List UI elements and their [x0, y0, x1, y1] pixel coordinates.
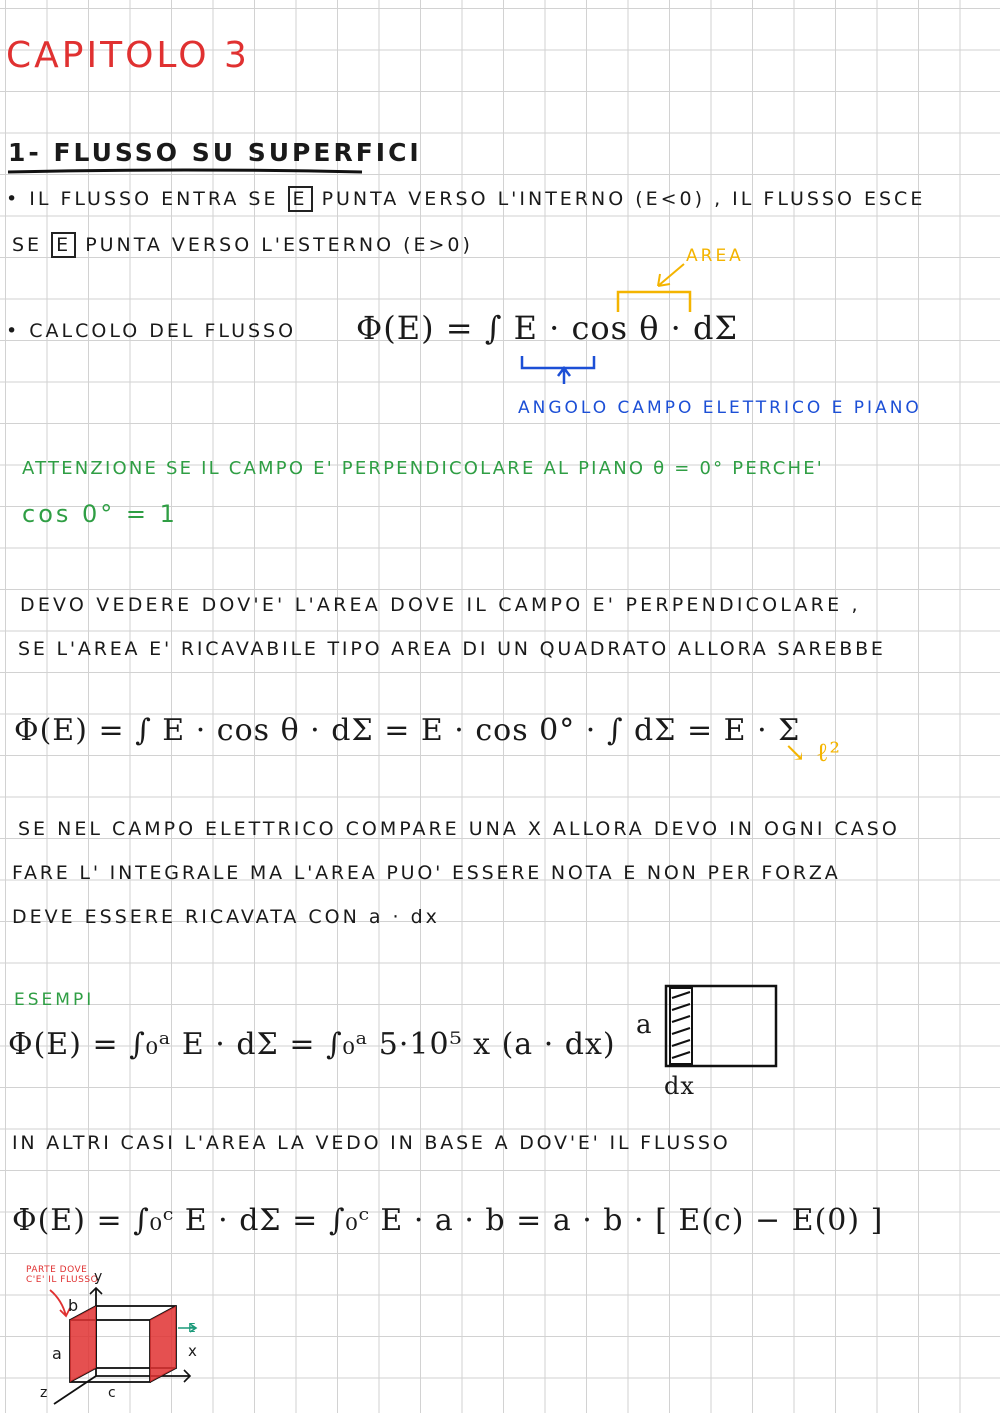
cube-e-label: E: [188, 1321, 198, 1335]
cube-c-label: c: [108, 1385, 118, 1401]
examples-text: IN ALTRI CASI L'AREA LA VEDO IN BASE A DOV'E' IL FLUSSO: [12, 1132, 731, 1154]
cube-b-label: b: [68, 1296, 81, 1315]
example-formula1: Φ(E) = ∫₀ᵃ E · dΣ = ∫₀ᵃ 5·10⁵ x (a · dx): [8, 1027, 616, 1062]
flux-formula-constant: Φ(E) = ∫ E · cos θ · dΣ = E · cos 0° · ∫ dΣ = E · Σ: [14, 713, 801, 748]
section-title: 1- FLUSSO SU SUPERFICI: [8, 138, 422, 167]
strip-diagram: [664, 984, 784, 1074]
cube-z-label: z: [40, 1385, 50, 1401]
paragraph2-line2: FARE L' INTEGRALE MA L'AREA PUO' ESSERE NOTA E NON PER FORZA: [12, 862, 841, 884]
flux-enter-text: IL FLUSSO ENTRA SE: [29, 188, 279, 210]
cube-note-line2: C'E' IL FLUSSO: [26, 1274, 99, 1285]
cube-x-label: x: [188, 1342, 199, 1360]
flux-direction-line2: [12, 236, 473, 255]
diagram-a-label: a: [636, 1010, 653, 1040]
flux-formula: Φ(E) = ∫ E · cos θ · dΣ: [356, 309, 739, 347]
examples-title: ESEMPI: [14, 990, 95, 1010]
paragraph2-line3: DEVE ESSERE RICAVATA CON a · dx: [12, 906, 440, 928]
flux-exit-cond: PUNTA VERSO L'ESTERNO (E>0): [85, 234, 473, 256]
flux-calc-label: [6, 322, 296, 341]
flux-exit-se: SE: [12, 234, 43, 256]
bullet: •: [6, 320, 21, 342]
cube-y-label: y: [94, 1269, 105, 1285]
bullet: •: [6, 188, 21, 210]
flux-direction-line1: [6, 190, 925, 209]
e-vector-box: E: [51, 232, 76, 258]
section-underline: [6, 168, 366, 176]
angle-note: ANGOLO CAMPO ELETTRICO E PIANO: [518, 398, 922, 418]
paragraph2-line1: SE NEL CAMPO ELETTRICO COMPARE UNA X ALLORA DEVO IN OGNI CASO: [18, 818, 900, 840]
diagram-dx-label: dx: [664, 1072, 695, 1100]
cube-a-label: a: [52, 1344, 64, 1363]
paragraph1-line2: SE L'AREA E' RICAVABILE TIPO AREA DI UN QUADRATO ALLORA SAREBBE: [18, 638, 886, 660]
flux-calc-text: CALCOLO DEL FLUSSO: [29, 320, 297, 342]
flux-enter-cond: PUNTA VERSO L'INTERNO (E<0) , IL FLUSSO ESCE: [321, 188, 926, 210]
paragraph1-line1: DEVO VEDERE DOV'E' L'AREA DOVE IL CAMPO E' PERPENDICOLARE ,: [20, 594, 861, 616]
e-vector-box: E: [288, 186, 313, 212]
attention-line2: cos 0° = 1: [22, 500, 178, 528]
area-square-note: ↘ ℓ²: [784, 738, 841, 768]
attention-line1: ATTENZIONE SE IL CAMPO E' PERPENDICOLARE AL PIANO θ = 0° PERCHE': [22, 458, 824, 479]
example-formula2: Φ(E) = ∫₀ᶜ E · dΣ = ∫₀ᶜ E · a · b = a · b · [ E(c) − E(0) ]: [12, 1203, 884, 1238]
angle-bracket: [520, 352, 600, 392]
area-note: AREA: [686, 246, 744, 266]
chapter-title: CAPITOLO 3: [6, 35, 250, 76]
cube-note-line1: PARTE DOVE: [26, 1265, 88, 1275]
